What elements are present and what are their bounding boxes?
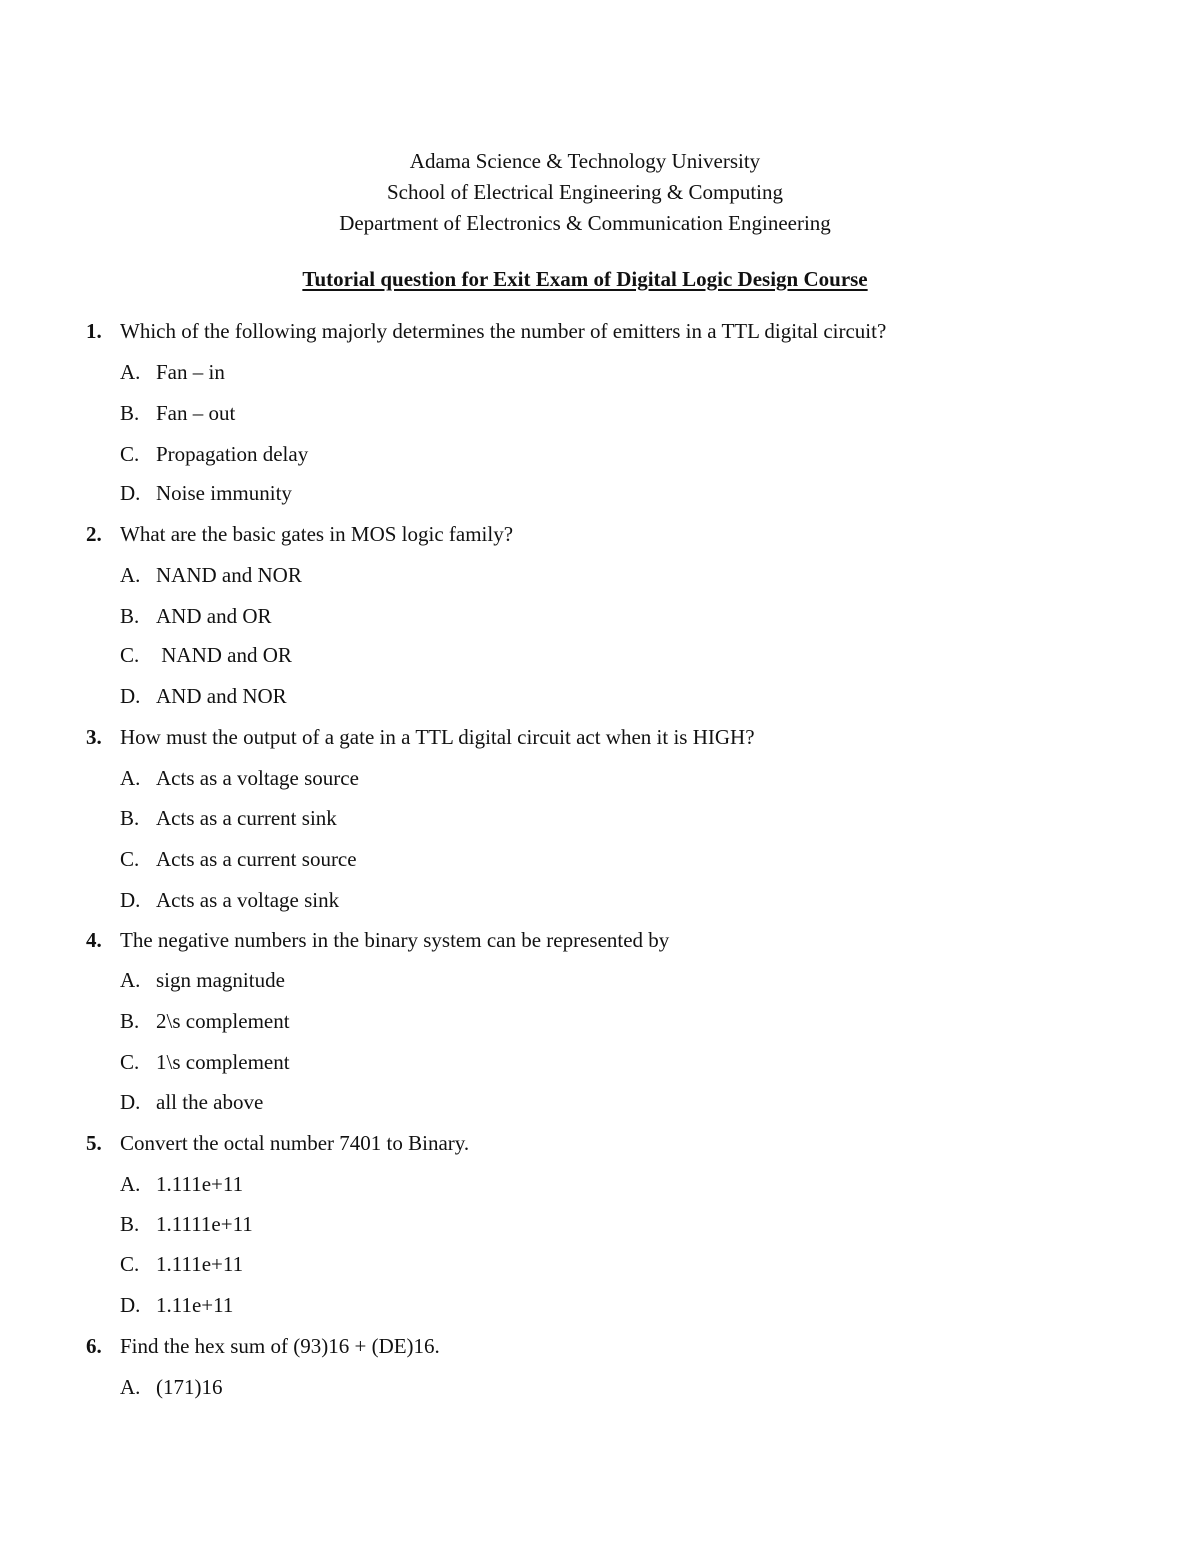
- option-letter: C.: [120, 847, 140, 871]
- option-1d: [120, 481, 292, 505]
- department-name: Department of Electronics & Communication Engineering: [339, 211, 831, 235]
- option-2c: [120, 643, 292, 667]
- document-title-text: Tutorial question for Exit Exam of Digital Logic Design Course: [302, 267, 868, 291]
- document-title: [0, 267, 1170, 291]
- option-letter: C.: [120, 442, 140, 466]
- question-number: 1.: [86, 319, 102, 343]
- question-4: [86, 928, 669, 952]
- question-text: How must the output of a gate in a TTL digital circuit act when it is HIGH?: [120, 725, 755, 749]
- option-text: AND and OR: [156, 604, 272, 628]
- option-text: 1.11e+11: [156, 1293, 234, 1317]
- option-text: 1.111e+11: [156, 1172, 244, 1196]
- option-text: AND and NOR: [156, 684, 287, 708]
- option-letter: B.: [120, 1009, 140, 1033]
- option-text: Acts as a voltage sink: [156, 888, 340, 912]
- option-letter: D.: [120, 1090, 141, 1114]
- option-text: Propagation delay: [156, 442, 309, 466]
- option-1c: [120, 442, 308, 466]
- option-5d: [120, 1293, 233, 1317]
- option-2b: [120, 604, 272, 628]
- question-number: 4.: [86, 928, 102, 952]
- question-text: Which of the following majorly determines the number of emitters in a TTL digital circuit?: [120, 319, 887, 343]
- question-text: Convert the octal number 7401 to Binary.: [120, 1131, 470, 1155]
- option-letter: C.: [120, 1050, 140, 1074]
- option-text: 2\s complement: [156, 1009, 290, 1033]
- option-text: Noise immunity: [156, 481, 292, 505]
- option-letter: C.: [120, 1252, 140, 1276]
- option-letter: A.: [120, 1172, 141, 1196]
- option-2d: [120, 684, 287, 708]
- option-1b: [120, 401, 235, 425]
- option-letter: C.: [120, 643, 140, 667]
- option-1a: [120, 360, 225, 384]
- option-3a: [120, 766, 359, 790]
- question-6: [86, 1334, 440, 1358]
- option-3b: [120, 806, 337, 830]
- option-text: 1.1111e+11: [156, 1212, 253, 1236]
- question-number: 5.: [86, 1131, 102, 1155]
- option-text: Acts as a current sink: [156, 806, 337, 830]
- option-5a: [120, 1172, 243, 1196]
- option-letter: B.: [120, 1212, 140, 1236]
- question-text: The negative numbers in the binary system can be represented by: [120, 928, 670, 952]
- question-number: 3.: [86, 725, 102, 749]
- question-5: [86, 1131, 469, 1155]
- option-letter: D.: [120, 888, 141, 912]
- option-letter: A.: [120, 968, 141, 992]
- option-5c: [120, 1252, 243, 1276]
- university-name: Adama Science & Technology University: [409, 149, 761, 173]
- option-2a: [120, 563, 302, 587]
- question-3: [86, 725, 755, 749]
- question-number: 6.: [86, 1334, 102, 1358]
- option-letter: D.: [120, 684, 141, 708]
- option-letter: B.: [120, 806, 140, 830]
- option-letter: A.: [120, 1375, 141, 1399]
- option-text: 1.111e+11: [156, 1252, 244, 1276]
- option-letter: A.: [120, 563, 141, 587]
- option-4a: [120, 968, 285, 992]
- option-letter: D.: [120, 481, 141, 505]
- option-letter: B.: [120, 401, 140, 425]
- option-5b: [120, 1212, 253, 1236]
- option-text: Acts as a current source: [156, 847, 357, 871]
- school-name: School of Electrical Engineering & Computing: [387, 180, 783, 204]
- question-text: Find the hex sum of (93)16 + (DE)16.: [120, 1334, 440, 1358]
- option-4b: [120, 1009, 290, 1033]
- question-text: What are the basic gates in MOS logic family?: [120, 522, 514, 546]
- question-2: [86, 522, 513, 546]
- question-1: [86, 319, 886, 343]
- question-number: 2.: [86, 522, 102, 546]
- option-text: 1\s complement: [156, 1050, 290, 1074]
- option-6a: [120, 1375, 223, 1399]
- option-letter: A.: [120, 360, 141, 384]
- option-3d: [120, 888, 339, 912]
- option-text: Fan – in: [156, 360, 225, 384]
- option-text: Acts as a voltage source: [156, 766, 359, 790]
- option-4c: [120, 1050, 290, 1074]
- option-text: NAND and OR: [156, 643, 292, 667]
- option-letter: B.: [120, 604, 140, 628]
- option-text: all the above: [156, 1090, 264, 1114]
- option-text: NAND and NOR: [156, 563, 302, 587]
- option-text: Fan – out: [156, 401, 236, 425]
- option-text: (171)16: [156, 1375, 223, 1399]
- option-letter: D.: [120, 1293, 141, 1317]
- option-4d: [120, 1090, 263, 1114]
- option-letter: A.: [120, 766, 141, 790]
- option-text: sign magnitude: [156, 968, 285, 992]
- option-3c: [120, 847, 357, 871]
